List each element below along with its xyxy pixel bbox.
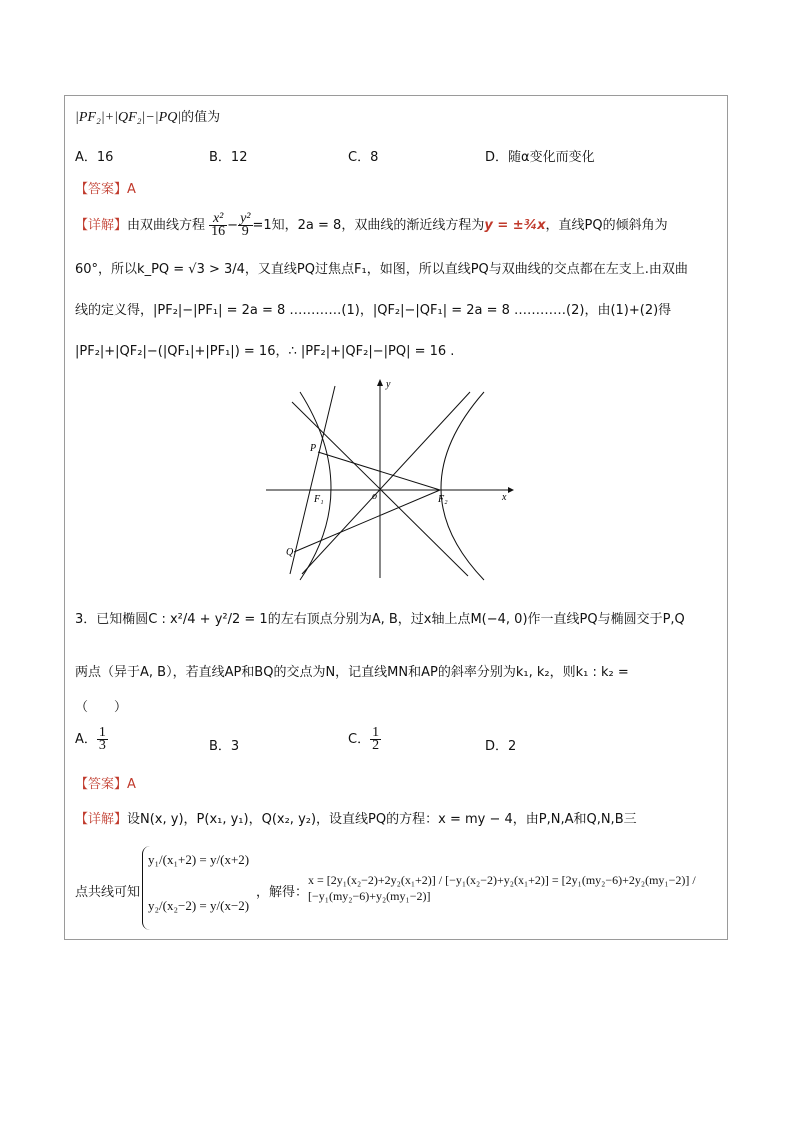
q3-detail-solve-label: ，解得： <box>256 885 309 900</box>
q3-stem-line1: 3．已知椭圆C : x²/4 + y²/2 = 1的左右顶点分别为A, B，过x轴上点M(−4, 0)作一直线PQ与椭圆交于P,Q <box>75 612 685 627</box>
label-f2: F₂ <box>438 494 448 505</box>
q2-option-c: C．8 <box>348 150 379 165</box>
q2-detail-line1: 【详解】由双曲线方程 $\frac{\text{x²}}{16}$ − $\frac{\text{y²}}{9}$ =1知，2a = 8，双曲线的渐近线方程为y = ±¾x，直线PQ的倾斜角为 <box>75 211 668 239</box>
q3-detail-line1: 【详解】设N(x, y)，P(x₁, y₁)，Q(x₂, y₂)，设直线PQ的方程：x = my − 4，由P,N,A和Q,N,B三 <box>75 812 637 827</box>
label-o: o <box>372 491 377 502</box>
q3-stem-line3: （ ） <box>75 700 128 715</box>
hyperbola-right-branch <box>441 392 484 580</box>
label-p: P <box>310 443 317 454</box>
line-pf2 <box>318 452 440 490</box>
q2-detail-line4: |PF₂|+|QF₂|−(|QF₁|+|PF₁|) = 16，∴ |PF₂|+|QF₂|−|PQ| = 16 . <box>75 344 455 359</box>
q2-answer: 【答案】A <box>75 182 136 197</box>
hyperbola-y-term: $\frac{\text{y²}}{9}$ <box>240 211 251 239</box>
q2-option-a: A．16 <box>75 150 114 165</box>
hyperbola-figure <box>262 374 522 584</box>
asymptote-equation: y = ±¾x <box>484 218 546 233</box>
label-f1: F₁ <box>314 494 324 505</box>
q3-stem-line2: 两点（异于A, B），若直线AP和BQ的交点为N，记直线MN和AP的斜率分别为k₁, k₂，则k₁ : k₂ = <box>75 665 629 680</box>
q2-option-b: B．12 <box>209 150 248 165</box>
system-eq2: y₂/(x₂−2) = y/(x−2) <box>148 898 250 913</box>
label-x: x <box>502 492 507 503</box>
q2-option-d: D．随α变化而变化 <box>485 150 595 165</box>
q2-detail-line3: 线的定义得，|PF₂|−|PF₁| = 2a = 8 …………(1)，|QF₂|−|QF₁| = 2a = 8 …………(2)，由(1)+(2)得 <box>75 303 672 318</box>
q3-answer: 【答案】A <box>75 777 136 792</box>
q3-option-c: C． $\frac{1}{2}$ <box>348 725 380 753</box>
q3-option-d: D．2 <box>485 739 517 754</box>
label-y: y <box>386 379 391 390</box>
q3-option-b: B．3 <box>209 739 240 754</box>
q3-option-a: A． $\frac{1}{3}$ <box>75 725 106 753</box>
q3-detail-line2-prefix: 点共线可知 <box>75 885 141 900</box>
q2-detail-line2: 60°，所以k_PQ = √3 > 3/4，又直线PQ过焦点F₁，如图，所以直线PQ与双曲线的交点都在左支上.由双曲 <box>75 262 688 277</box>
system-eq1: y₁/(x₁+2) = y/(x+2) <box>148 852 250 867</box>
q2-stem: |PF₂|+|QF₂|−|PQ|的值为 <box>75 110 221 125</box>
label-q: Q <box>286 547 294 558</box>
x-axis-arrow <box>508 487 514 493</box>
q3-solve-expression: x = [2y₁(x₂−2)+2y₂(x₁+2)] / [−y₁(x₂−2)+y₂(x₁+2)] = [2y₁(my₂−6)+2y₂(my₁−2)] / [−y₁(my₂−6)+y₂(my₁−2)] <box>308 873 696 903</box>
y-axis-arrow <box>377 379 383 386</box>
hyperbola-x-term: $\frac{\text{x²}}{16}$ <box>211 211 226 239</box>
